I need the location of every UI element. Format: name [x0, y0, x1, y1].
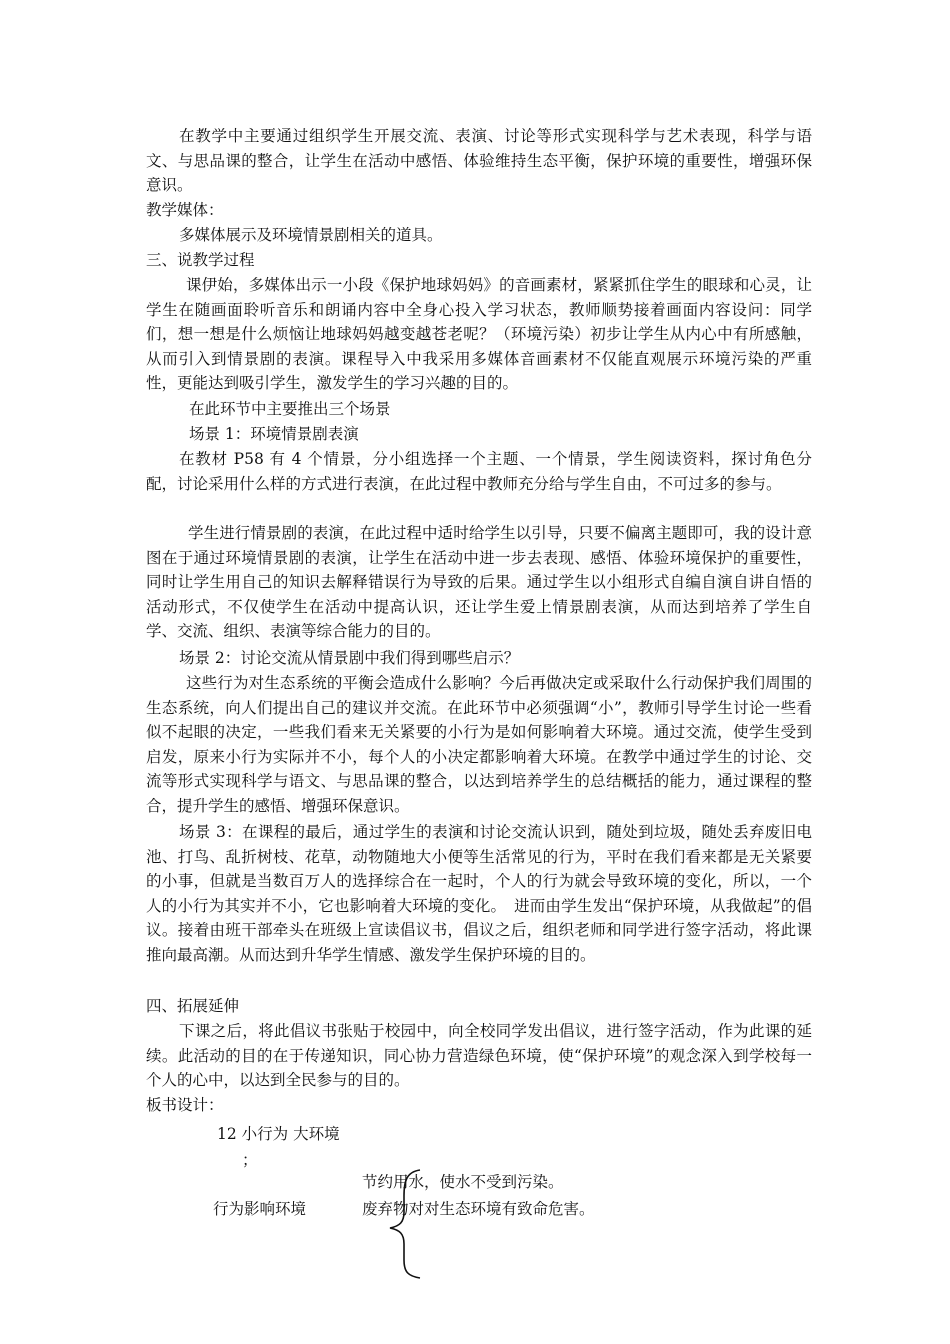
paragraph-introduction: 课伊始，多媒体出示一小段《保护地球妈妈》的音画素材，紧紧抓住学生的眼球和心灵，让学生在随画面聆听音乐和朗诵内容中全身心投入学习状态，教师顺势接着画面内容设问：同学们，想一想是什么烦恼让地球妈妈越变越苍老呢？（环境污染）初步让学生从内心中有所感触，从而引入到情景剧的表演。课程导入中我采用多媒体音画素材不仅能直观展示环境污染的严重性，更能达到吸引学生，激发学生的学习兴趣的目的。: [146, 276, 812, 393]
curly-brace: [386, 1168, 426, 1280]
scene-intro: 在此环节中主要推出三个场景: [189, 400, 391, 418]
paragraph-extension: 下课之后，将此倡议书张贴于校园中，向全校同学发出倡议，进行签字活动，作为此课的延续。此活动的目的在于传递知识，同心协力营造绿色环境，使“保护环境”的观念深入到学校每一个人的心中，以达到全民参与的目的。: [146, 1022, 812, 1090]
paragraph-integration: 在教学中主要通过组织学生开展交流、表演、讨论等形式实现科学与艺术表现，科学与语文、与思品课的整合，让学生在活动中感悟、体验维持生态平衡，保护环境的重要性，增强环保意识。: [146, 127, 812, 195]
scene1-title: 场景 1：环境情景剧表演: [189, 425, 359, 443]
paragraph-scene3: 场景 3：在课程的最后，通过学生的表演和讨论交流认识到，随处到垃圾，随处丢弃废旧电池、打鸟、乱折树枝、花草，动物随地大小便等生活常见的行为，平时在我们看来都是无关紧要的小事，但就是当数百万人的选择综合在一起时，个人的行为就会导致环境的变化，所以，一个人的小行为其实并不小，它也影响着大环境的变化。 进而由学生发出“保护环境，从我做起”的倡议。接着由班干部牵头在班级上宣读倡议书，倡议之后，组织老师和同学进行签字活动，将此课推向最高潮。从而达到升华学生情感、激发学生保护环境的目的。: [146, 823, 812, 964]
teaching-media-text: 多媒体展示及环境情景剧相关的道具。: [179, 226, 443, 244]
heading-board-design: 板书设计：: [146, 1096, 224, 1114]
scene2-title: 场景 2：讨论交流从情景剧中我们得到哪些启示？: [179, 649, 520, 667]
heading-extension: 四、拓展延伸: [146, 997, 240, 1015]
paragraph-scene1-performance: 学生进行情景剧的表演，在此过程中适时给学生以引导，只要不偏离主题即可，我的设计意图在于通过环境情景剧的表演，让学生在活动中进一步去表现、感悟、体验环境保护的重要性，同时让学生用自己的知识去解释错误行为导致的后果。通过学生以小组形式自编自演自讲自悟的活动形式，不仅使学生在活动中提高认识，还让学生爱上情景剧表演，从而达到培养了学生自学、交流、组织、表演等综合能力的目的。: [146, 524, 812, 641]
paragraph-scene2-discussion: 这些行为对生态系统的平衡会造成什么影响？今后再做决定或采取什么行动保护我们周围的生态系统，向人们提出自己的建议并交流。在此环节中必须强调“小”，教师引导学生讨论一些看似不起眼的决定，一些我们看来无关紧要的小行为是如何影响着大环境。通过交流，使学生受到启发，原来小行为实际并不小，每个人的小决定都影响着大环境。在教学中通过学生的讨论、交流等形式实现科学与语文、与思品课的整合，以达到培养学生的总结概括的能力，通过课程的整合，提升学生的感悟、增强环保意识。: [146, 674, 812, 815]
board-item-water: 节约用水，使水不受到污染。: [362, 1173, 564, 1191]
heading-teaching-media: 教学媒体：: [146, 201, 224, 219]
board-left-label: 行为影响环境: [213, 1200, 307, 1218]
paragraph-scene1-setup: 在教材 P58 有 4 个情景，分小组选择一个主题、一个情景，学生阅读资料，探讨角色分配，讨论采用什么样的方式进行表演，在此过程中教师充分给与学生自由，不可过多的参与。: [146, 450, 812, 493]
board-title: 12 小行为 大环境: [217, 1125, 340, 1143]
board-item-waste: 废弃物对对生态环境有致命危害。: [362, 1200, 595, 1218]
board-mark: ；: [242, 1151, 258, 1169]
heading-teaching-process: 三、说教学过程: [146, 251, 255, 269]
